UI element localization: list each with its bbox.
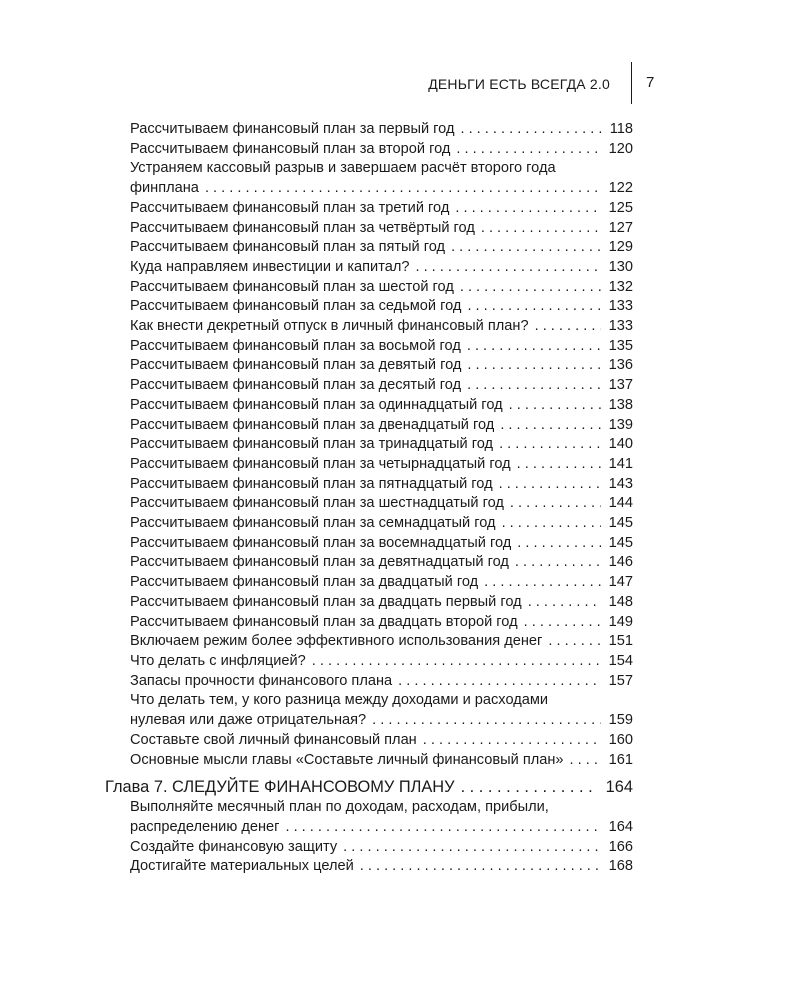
toc-leader-dots (467, 356, 601, 376)
toc-entry-title: Рассчитываем финансовый план за шестнадцатый год (130, 495, 504, 512)
toc-leader-dots (499, 435, 601, 455)
toc-page-number: 168 (608, 858, 633, 875)
toc-entry-title: Рассчитываем финансовый план за шестой год (130, 278, 454, 295)
toc-entry[interactable] (130, 475, 633, 495)
toc-page-number: 140 (608, 436, 633, 453)
toc-entry-title: Рассчитываем финансовый план за седьмой год (130, 298, 462, 315)
toc-leader-dots (461, 777, 597, 798)
toc-entry-title: финплана (130, 180, 199, 197)
toc-page-number: 139 (608, 416, 633, 433)
toc-entry-title: Рассчитываем финансовый план за восьмой год (130, 337, 461, 354)
toc-entry-title-line1: Выполняйте месячный план по доходам, расходам, прибыли, (130, 799, 549, 816)
toc-leader-dots (528, 593, 601, 613)
toc-entry-title: Рассчитываем финансовый план за двадцатый год (130, 574, 479, 591)
toc-page-number: 120 (608, 140, 633, 157)
toc-entry[interactable] (130, 356, 633, 376)
toc-entry[interactable] (130, 258, 633, 278)
toc-leader-dots (360, 857, 601, 877)
toc-entry[interactable] (130, 593, 633, 613)
toc-entry[interactable] (130, 573, 633, 593)
toc-entry-title: Составьте свой личный финансовый план (130, 731, 417, 748)
toc-entry[interactable] (130, 140, 633, 160)
toc-entry[interactable] (130, 455, 633, 475)
toc-leader-dots (372, 711, 601, 731)
toc-leader-dots (285, 818, 601, 838)
toc-leader-dots (460, 120, 601, 140)
toc-page-number: 145 (608, 534, 633, 551)
toc-entry-title: Рассчитываем финансовый план за пятый год (130, 239, 446, 256)
toc-entry[interactable] (130, 120, 633, 140)
toc-entry-title: Запасы прочности финансового плана (130, 672, 393, 689)
toc-entry-title: распределению денег (130, 818, 280, 835)
toc-page-number: 159 (608, 712, 633, 729)
toc-entry-title: Рассчитываем финансовый план за двадцать первый год (130, 593, 522, 610)
toc-page-number: 133 (608, 318, 633, 335)
toc-leader-dots (517, 534, 601, 554)
toc-entry-title: Рассчитываем финансовый план за девятнадцатый год (130, 554, 509, 571)
toc-entry[interactable] (130, 838, 633, 858)
toc-leader-dots (467, 337, 601, 357)
toc-page-number: 160 (608, 731, 633, 748)
toc-page-number: 125 (608, 199, 633, 216)
toc-entry-title: Рассчитываем финансовый план за одиннадцатый год (130, 396, 503, 413)
toc-leader-dots (517, 455, 601, 475)
toc-entry-title: Рассчитываем финансовый план за четвёртый год (130, 219, 475, 236)
toc-entry[interactable] (130, 219, 633, 239)
toc-leader-dots (499, 475, 601, 495)
toc-page-number: 138 (608, 396, 633, 413)
toc-page-number: 133 (608, 298, 633, 315)
toc-entry[interactable] (130, 691, 633, 730)
toc-entry-title: Куда направляем инвестиции и капитал? (130, 258, 410, 275)
toc-entry-title: Рассчитываем финансовый план за тринадцатый год (130, 436, 494, 453)
toc-leader-dots (510, 494, 601, 514)
toc-entry[interactable] (130, 798, 633, 837)
toc-page-number: 149 (608, 613, 633, 630)
toc-leader-dots (515, 553, 601, 573)
toc-leader-dots (455, 199, 601, 219)
toc-leader-dots (398, 672, 601, 692)
toc-leader-dots (456, 140, 601, 160)
toc-leader-dots (343, 838, 601, 858)
toc-page-number: 129 (608, 239, 633, 256)
toc-entry-title: Как внести декретный отпуск в личный финансовый план? (130, 318, 529, 335)
toc-entry[interactable] (130, 297, 633, 317)
toc-entry[interactable] (130, 396, 633, 416)
toc-page-number: 164 (605, 778, 633, 797)
toc-entry[interactable] (130, 613, 633, 633)
toc-leader-dots (205, 179, 601, 199)
toc-entry[interactable] (130, 376, 633, 396)
page-number: 7 (646, 74, 655, 91)
toc-page-number: 161 (608, 751, 633, 768)
toc-page-number: 145 (608, 515, 633, 532)
toc-leader-dots (467, 297, 601, 317)
toc-entry[interactable] (130, 514, 633, 534)
toc-page-number: 148 (608, 593, 633, 610)
toc-entry-title: Достигайте материальных целей (130, 858, 354, 875)
toc-leader-dots (460, 278, 601, 298)
toc-entry[interactable] (130, 751, 633, 771)
toc-entry-title-line1: Устраняем кассовый разрыв и завершаем расчёт второго года (130, 160, 556, 177)
toc-entry[interactable] (130, 199, 633, 219)
toc-entry-title: Включаем режим более эффективного использования денег (130, 633, 543, 650)
toc-entry[interactable] (130, 435, 633, 455)
toc-entry[interactable] (130, 416, 633, 436)
toc-leader-dots (481, 219, 601, 239)
toc-entry-title: Рассчитываем финансовый план за двадцать второй год (130, 613, 518, 630)
toc-section-entries (105, 120, 633, 770)
toc-entry-title: нулевая или даже отрицательная? (130, 712, 367, 729)
table-of-contents (105, 120, 633, 877)
toc-page-number: 151 (608, 633, 633, 650)
toc-entry-title-line1: Что делать тем, у кого разница между доходами и расходами (130, 692, 549, 709)
toc-page-number: 157 (608, 672, 633, 689)
toc-entry-title: Рассчитываем финансовый план за двенадцатый год (130, 416, 495, 433)
toc-entry[interactable] (130, 652, 633, 672)
toc-entry-title: Глава 7. СЛЕДУЙТЕ ФИНАНСОВОМУ ПЛАНУ (105, 778, 455, 797)
toc-entry-title: Рассчитываем финансовый план за третий год (130, 199, 450, 216)
toc-leader-dots (484, 573, 601, 593)
toc-page-number: 132 (608, 278, 633, 295)
toc-entry-title: Рассчитываем финансовый план за семнадцатый год (130, 515, 496, 532)
toc-entry-title: Создайте финансовую защиту (130, 838, 338, 855)
toc-entry[interactable] (130, 337, 633, 357)
toc-entry[interactable] (130, 238, 633, 258)
toc-page-number: 135 (608, 337, 633, 354)
toc-leader-dots (500, 416, 601, 436)
toc-page-number: 141 (608, 455, 633, 472)
toc-page-number: 166 (608, 838, 633, 855)
toc-leader-dots (570, 751, 601, 771)
toc-page-number: 144 (608, 495, 633, 512)
toc-leader-dots (535, 317, 601, 337)
toc-entry-title: Рассчитываем финансовый план за второй год (130, 140, 451, 157)
toc-entry-title: Рассчитываем финансовый план за четырнадцатый год (130, 455, 511, 472)
toc-entry-title: Рассчитываем финансовый план за десятый год (130, 377, 462, 394)
header-divider (631, 62, 632, 104)
toc-page-number: 146 (608, 554, 633, 571)
toc-entry-title: Что делать с инфляцией? (130, 652, 306, 669)
book-title: ДЕНЬГИ ЕСТЬ ВСЕГДА 2.0 (428, 76, 610, 92)
toc-leader-dots (467, 376, 601, 396)
toc-page-number: 137 (608, 377, 633, 394)
toc-entry-title: Рассчитываем финансовый план за пятнадцатый год (130, 475, 493, 492)
running-header (0, 62, 800, 102)
toc-entry[interactable] (130, 494, 633, 514)
toc-page-number: 118 (609, 121, 633, 137)
toc-entry[interactable] (130, 857, 633, 877)
toc-chapter-7-entries (105, 798, 633, 877)
toc-entry[interactable] (130, 632, 633, 652)
toc-page-number: 127 (608, 219, 633, 236)
toc-leader-dots (548, 632, 601, 652)
toc-page-number: 130 (608, 258, 633, 275)
toc-entry[interactable] (130, 731, 633, 751)
toc-page-number: 143 (608, 475, 633, 492)
toc-entry-title: Рассчитываем финансовый план за восемнадцатый год (130, 534, 512, 551)
toc-entry[interactable] (130, 317, 633, 337)
toc-entry[interactable] (130, 278, 633, 298)
toc-chapter-7[interactable] (105, 777, 633, 798)
toc-entry[interactable] (130, 534, 633, 554)
toc-entry[interactable] (130, 159, 633, 198)
toc-leader-dots (451, 238, 601, 258)
toc-entry-title: Рассчитываем финансовый план за девятый год (130, 357, 462, 374)
toc-page-number: 147 (608, 574, 633, 591)
toc-leader-dots (509, 396, 601, 416)
toc-entry[interactable] (130, 553, 633, 573)
toc-leader-dots (524, 613, 601, 633)
toc-entry-title: Рассчитываем финансовый план за первый год (130, 121, 455, 137)
toc-leader-dots (423, 731, 601, 751)
toc-page-number: 122 (608, 180, 633, 197)
toc-leader-dots (312, 652, 601, 672)
toc-page-number: 164 (608, 818, 633, 835)
toc-leader-dots (502, 514, 601, 534)
toc-leader-dots (415, 258, 601, 278)
toc-page-number: 136 (608, 357, 633, 374)
toc-page-number: 154 (608, 652, 633, 669)
toc-entry-title: Основные мысли главы «Составьте личный финансовый план» (130, 751, 564, 768)
toc-entry[interactable] (130, 672, 633, 692)
